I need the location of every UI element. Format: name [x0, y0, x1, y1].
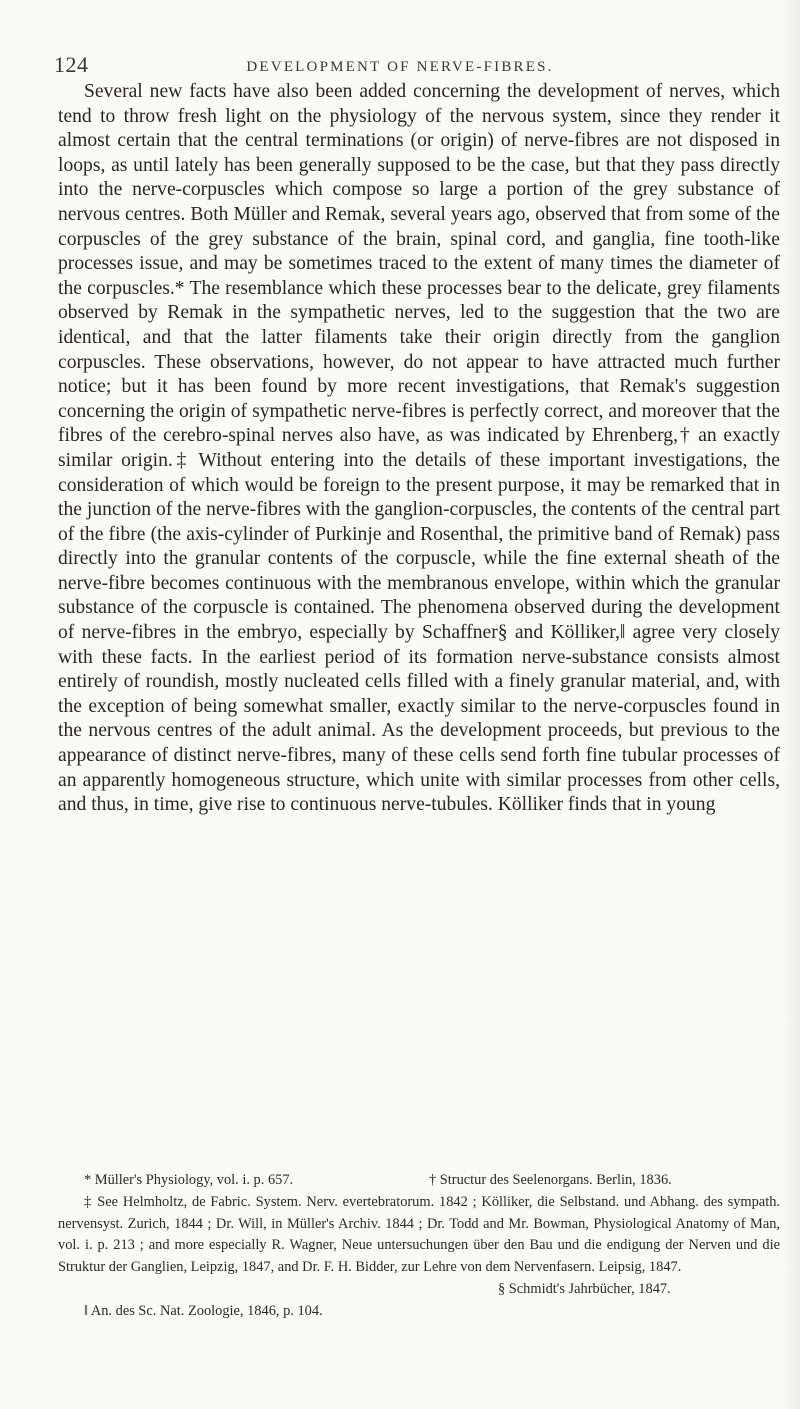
footnote-dagger: † Structur des Seelenorgans. Berlin, 1836. — [429, 1172, 672, 1188]
footnote-section: § Schmidt's Jahrbücher, 1847. — [498, 1280, 671, 1297]
page-edge-shadow — [782, 0, 800, 1409]
footnote-row-1 — [58, 1170, 780, 1192]
footnote-row-3 — [58, 1279, 780, 1301]
footnote-star: * Müller's Physiology, vol. i. p. 657. — [84, 1172, 294, 1188]
running-title: DEVELOPMENT OF NERVE-FIBRES. — [246, 59, 554, 75]
footnotes — [58, 1170, 780, 1323]
body-paragraph: Several new facts have also been added concerning the development of nerves, which tend to throw fresh light on the physiology of the nervous system, since they render it almost certain that the central terminations (or origin) of nerve-fibres are not disposed in loops, as until lately has been generally supposed to be the case, but that they pass directly into the nerve-corpuscles which compose so large a portion of the grey substance of nervous centres. Both Müller and Remak, several years ago, observed that from some of the corpuscles of the grey substance of the brain, spinal cord, and ganglia, fine tooth-like processes issue, and may be sometimes traced to the extent of many times the diameter of the corpuscles.* The resemblance which these processes bear to the delicate, grey filaments observed by Remak in the sympathetic nerves, led to the suggestion that the two are identical, and that the latter filaments take their origin directly from the ganglion corpuscles. These observations, however, do not appear to have attracted much further notice; but it has been found by more recent investigations, that Remak's suggestion concerning the origin of sympathetic nerve-fibres is perfectly correct, and moreover that the fibres of the cerebro-spinal nerves also have, as was indicated by Ehrenberg,† an exactly similar origin.‡ Without entering into the details of these important investigations, the consideration of which would be foreign to the present purpose, it may be remarked that in the junction of the nerve-fibres with the ganglion-corpuscles, the contents of the central part of the fibre (the axis-cylinder of Purkinje and Rosenthal, the primitive band of Remak) pass directly into the granular contents of the corpuscle, while the fine external sheath of the nerve-fibre becomes continuous with the membranous envelope, within which the granular substance of the corpuscle is contained. The phenomena observed during the development of nerve-fibres in the embryo, especially by Schaffner§ and Kölliker,‖ agree very closely with these facts. In the earliest period of its formation nerve-substance consists almost entirely of roundish, mostly nucleated cells filled with a finely granular material, and, with the exception of being somewhat smaller, exactly similar to the nerve-corpuscles found in the nervous centres of the adult animal. As the development proceeds, but previous to the appearance of distinct nerve-fibres, many of these cells send forth fine tubular processes of an apparently homogeneous structure, which unite with similar processes from other cells, and thus, in time, give rise to continuous nerve-tubules. Kölliker finds that in young — [58, 81, 780, 816]
footnote-double-dagger: ‡ See Helmholtz, de Fabric. System. Nerv. evertebratorum. 1842 ; Kölliker, die Selbstand. und Abhang. des sympath. nervensyst. Zurich, 1844 ; Dr. Will, in Müller's Archiv. 1844 ; Dr. Todd and Mr. Bowman, Physiological Anatomy of Man, vol. i. p. 213 ; and more especially R. Wagner, Neue untersuchungen über den Bau und die endigung der Nerven und die Struktur der Ganglien, Leipzig, 1847, and Dr. F. H. Bidder, zur Lehre von dem Nervenfasern. Leipsig, 1847. — [58, 1193, 780, 1276]
page-number: 124 — [54, 52, 89, 77]
footnote-parallel: ‖ An. des Sc. Nat. Zoologie, 1846, p. 104. — [84, 1302, 323, 1319]
